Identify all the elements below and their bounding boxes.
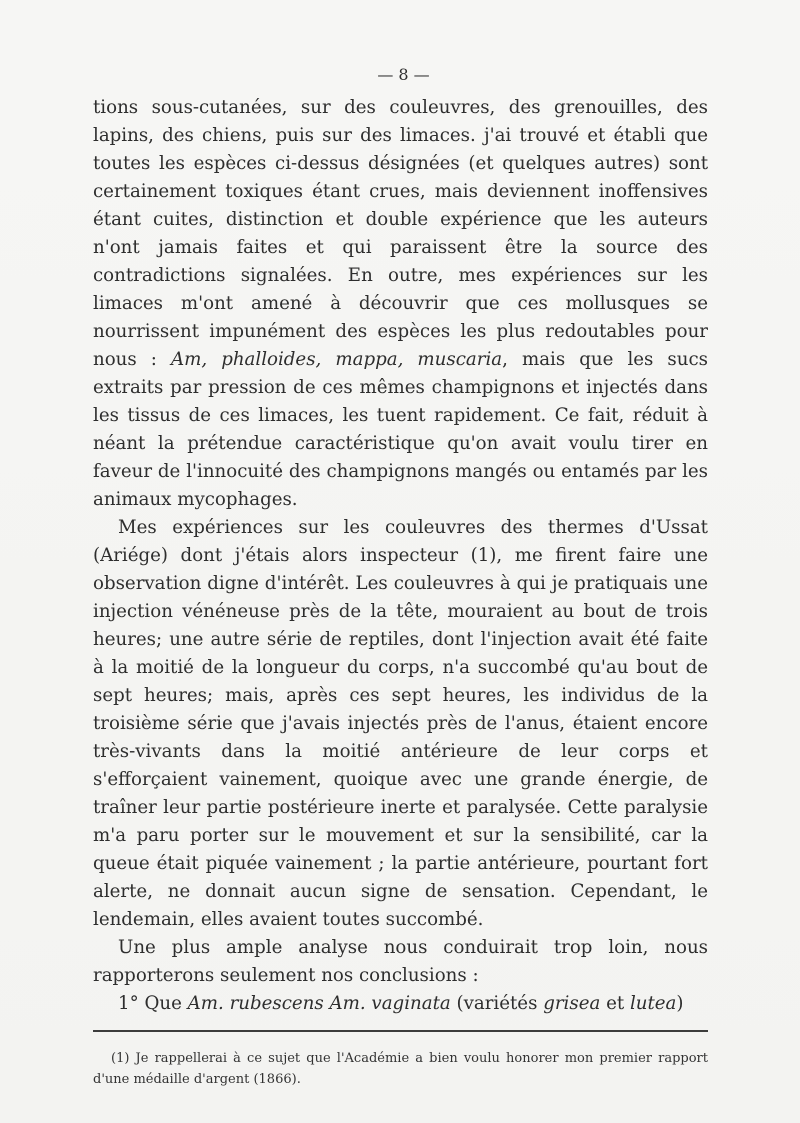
- footnote: (1) Je rappellerai à ce sujet que l'Académie a bien voulu honorer mon premier rapport d'une médaille d'argent (1866).: [93, 1051, 708, 1087]
- footnote-rule-wrap: [93, 1024, 708, 1036]
- page-content: [93, 64, 708, 1103]
- paragraph-4-suffix: ): [676, 993, 684, 1014]
- paragraph-3-text: Une plus ample analyse nous conduirait trop loin, nous rapporterons seulement nos conclusions :: [93, 937, 708, 986]
- paragraph-1-species: Am, phalloides, mappa, muscaria: [170, 349, 503, 370]
- paragraph-2: [93, 514, 708, 934]
- paragraph-4-variety-grisea: grisea: [543, 993, 601, 1014]
- paragraph-4-variety-lutea: lutea: [629, 993, 677, 1014]
- paragraph-1-text: tions sous-cutanées, sur des couleuvres, des grenouilles, des lapins, des chiens, puis sur des limaces. j'ai trouvé et établi que toutes les espèces ci-dessus désignées (et quelques autres) sont certainement toxiques étant crues, mais deviennent inoffensives étant cuites, distinction et double expérience que les auteurs n'ont jamais faites et qui paraissent être la source des contradictions signalées. En outre, mes expériences sur les limaces m'ont amené à découvrir que ces mollusques se nourrissent impunément des espèces les plus redoutables pour nous :: [93, 97, 708, 370]
- paragraph-4-joiner: et: [600, 993, 630, 1014]
- paragraph-1-text-2: , mais que les sucs extraits par pression de ces mêmes champignons et injectés dans les tissus de ces limaces, les tuent rapidement. Ce fait, réduit à néant la prétendue caractéristique qu'on avait voulu tirer en faveur de l'innocuité des champignons mangés ou entamés par les animaux mycophages.: [93, 349, 708, 510]
- paragraph-4-prefix: 1° Que: [118, 993, 188, 1014]
- paragraph-4-middle: (variétés: [450, 993, 544, 1014]
- paragraph-2-text: Mes expériences sur les couleuvres des thermes d'Ussat (Ariége) dont j'étais alors inspecteur (1), me firent faire une observation digne d'intérêt. Les couleuvres à qui je pratiquais une injection vénéneuse près de la tête, mouraient au bout de trois heures; une autre série de reptiles, dont l'injection avait été faite à la moitié de la longueur du corps, n'a succombé qu'au bout de sept heures; mais, après ces sept heures, les individus de la troisième série que j'avais injectés près de l'anus, étaient encore très-vivants dans la moitié antérieure de leur corps et s'efforçaient vainement, quoique avec une grande énergie, de traîner leur partie postérieure inerte et paralysée. Cette paralysie m'a paru porter sur le mouvement et sur la sensibilité, car la queue était piquée vainement ; la partie antérieure, pourtant fort alerte, ne donnait aucun signe de sensation. Cependant, le lendemain, elles avaient toutes succombé.: [93, 517, 708, 930]
- paragraph-4: [93, 990, 708, 1018]
- paragraph-4-species: Am. rubescens Am. vaginata: [187, 993, 451, 1014]
- page-number: — 8 —: [377, 65, 430, 84]
- footnote-rule: [93, 1030, 708, 1032]
- body-text: [93, 94, 708, 1018]
- paragraph-3: [93, 934, 708, 990]
- paragraph-1: [93, 94, 708, 514]
